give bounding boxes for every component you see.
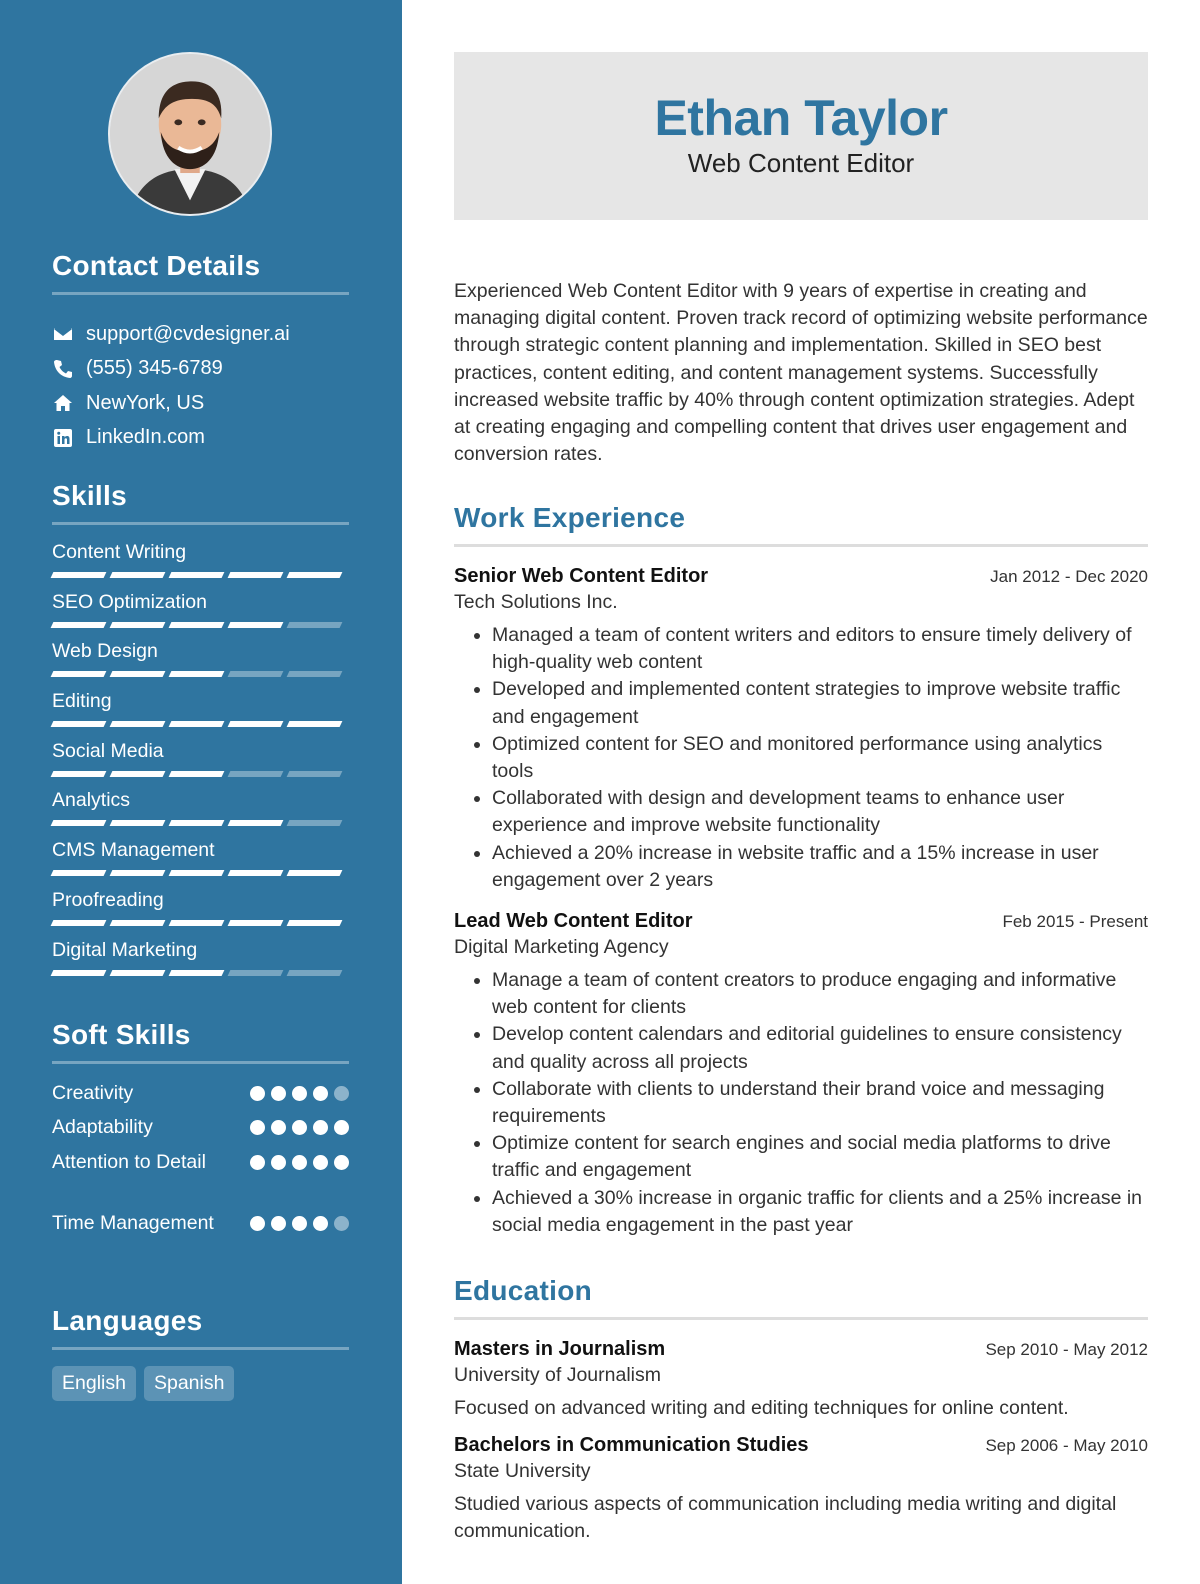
envelope-icon	[52, 324, 74, 344]
skill-level-segment	[287, 870, 343, 876]
skill-level-segment	[287, 820, 343, 826]
skill-level-segment	[51, 721, 107, 727]
education-entry	[454, 1338, 1148, 1422]
soft-skill-rating	[250, 1155, 349, 1170]
skill-level-segment	[169, 572, 225, 578]
person-name: Ethan Taylor	[654, 90, 948, 146]
job-bullet: • Managed a team of content writers and editors to ensure timely delivery of high-quality web content	[492, 622, 1148, 676]
skill-level-segment	[228, 820, 284, 826]
skill-level-segment	[169, 721, 225, 727]
skill-level-segment	[51, 920, 107, 926]
skill-level-segment	[110, 771, 166, 777]
rating-dot	[250, 1155, 265, 1170]
skill-level-segment	[287, 572, 343, 578]
degree-title: Masters in Journalism	[454, 1338, 666, 1360]
rating-dot	[292, 1120, 307, 1135]
job-bullet: • Achieved a 20% increase in website traffic and a 15% increase in user engagement over 2 years	[492, 840, 1148, 894]
job-entry	[454, 910, 1148, 1239]
sidebar	[0, 0, 402, 1584]
skill-level-segment	[169, 920, 225, 926]
education-heading: Education	[454, 1275, 1148, 1320]
contact-linkedin-text: LinkedIn.com	[86, 426, 205, 449]
skill-level-segment	[169, 970, 225, 976]
rating-dot	[313, 1120, 328, 1135]
rating-dot	[334, 1155, 349, 1170]
job-title: Web Content Editor	[687, 148, 915, 178]
contact-heading: Contact Details	[52, 250, 349, 295]
skill-level-segment	[169, 771, 225, 777]
skill-level-segment	[228, 970, 284, 976]
skill-level-segment	[110, 920, 166, 926]
soft-skills-heading: Soft Skills	[52, 1019, 349, 1064]
skill-level-segment	[110, 572, 166, 578]
skill-level-segment	[228, 870, 284, 876]
skill-level-segment	[228, 721, 284, 727]
skill-level-bar	[52, 820, 349, 826]
rating-dot	[271, 1155, 286, 1170]
contact-section	[52, 250, 349, 455]
skill-item	[52, 837, 349, 887]
phone-icon	[52, 359, 74, 379]
skill-level-segment	[51, 671, 107, 677]
home-icon	[52, 393, 74, 413]
rating-dot	[292, 1086, 307, 1101]
skill-name: Digital Marketing	[52, 938, 198, 961]
rating-dot	[292, 1155, 307, 1170]
soft-skill-rating	[250, 1086, 349, 1101]
skill-item	[52, 638, 349, 688]
rating-dot	[250, 1216, 265, 1231]
job-bullet: • Achieved a 30% increase in organic traffic for clients and a 25% increase in social media engagement in the past year	[492, 1185, 1148, 1239]
skill-level-segment	[110, 820, 166, 826]
skill-item	[52, 787, 349, 837]
skill-level-segment	[228, 920, 284, 926]
rating-dot	[313, 1216, 328, 1231]
rating-dot	[271, 1216, 286, 1231]
soft-skill-item	[52, 1114, 349, 1149]
skill-level-segment	[287, 721, 343, 727]
profile-summary: Experienced Web Content Editor with 9 years of expertise in creating and managing digital content. Proven track record of optimizing website performance through strategic content planning and implementation. Skilled in SEO best practices, content editing, and content management systems. Successfully increased website traffic by 40% through content optimization strategies. Adept at creating engaging and compelling content that drives user engagement and conversion rates.	[454, 280, 1148, 466]
skill-level-segment	[110, 970, 166, 976]
skill-level-bar	[52, 572, 349, 578]
job-dates: Feb 2015 - Present	[1002, 912, 1148, 932]
skill-name: Analytics	[52, 789, 131, 812]
skill-level-segment	[51, 970, 107, 976]
job-company: Tech Solutions Inc.	[454, 591, 618, 613]
education-entry	[454, 1434, 1148, 1545]
work-experience-heading: Work Experience	[454, 502, 1148, 547]
skill-name: Web Design	[52, 640, 158, 663]
skill-level-segment	[51, 572, 107, 578]
skill-level-segment	[110, 870, 166, 876]
skill-level-segment	[287, 622, 343, 628]
soft-skill-name: Attention to Detail	[52, 1151, 206, 1173]
rating-dot	[334, 1086, 349, 1101]
skill-item	[52, 937, 349, 987]
job-bullet: • Optimize content for search engines and social media platforms to drive traffic and engagement	[492, 1130, 1148, 1184]
contact-email[interactable]	[52, 317, 349, 352]
languages-heading: Languages	[52, 1305, 349, 1350]
name-header	[454, 52, 1148, 220]
job-bullets	[454, 967, 1148, 1239]
education-description: Studied various aspects of communication including media writing and digital communication.	[454, 1493, 1117, 1543]
rating-dot	[271, 1120, 286, 1135]
job-entry	[454, 565, 1148, 894]
skills-heading: Skills	[52, 480, 349, 525]
contact-email-text: support@cvdesigner.ai	[86, 322, 290, 345]
rating-dot	[250, 1120, 265, 1135]
skill-level-bar	[52, 920, 349, 926]
skill-level-segment	[287, 970, 343, 976]
contact-phone-text: (555) 345-6789	[86, 357, 223, 380]
soft-skill-item	[52, 1210, 349, 1270]
contact-list	[52, 317, 349, 455]
language-tag: English	[52, 1366, 136, 1401]
skills-section	[52, 480, 349, 986]
skill-level-segment	[110, 622, 166, 628]
skill-level-segment	[169, 870, 225, 876]
degree-title: Bachelors in Communication Studies	[454, 1434, 809, 1457]
skill-level-segment	[110, 721, 166, 727]
rating-dot	[250, 1086, 265, 1101]
skill-level-bar	[52, 970, 349, 976]
school-name: State University	[454, 1460, 591, 1483]
contact-location-text: NewYork, US	[86, 391, 205, 414]
skill-name: Social Media	[52, 739, 164, 762]
skill-level-segment	[169, 622, 225, 628]
soft-skill-item	[52, 1080, 349, 1114]
skill-level-segment	[287, 771, 343, 777]
rating-dot	[271, 1086, 286, 1101]
soft-skills-section	[52, 1019, 349, 1270]
skill-level-segment	[51, 771, 107, 777]
skill-level-bar	[52, 721, 349, 727]
language-tag: Spanish	[144, 1366, 234, 1401]
job-bullets	[454, 622, 1148, 894]
skill-level-segment	[51, 622, 107, 628]
skill-item	[52, 738, 349, 788]
soft-skill-name: Creativity	[52, 1082, 134, 1104]
languages-section	[52, 1305, 349, 1401]
job-bullet: • Optimized content for SEO and monitored performance using analytics tools	[492, 731, 1148, 785]
skill-item	[52, 589, 349, 639]
job-bullet: • Manage a team of content creators to produce engaging and informative web content for clients	[492, 967, 1148, 1021]
work-experience-section	[454, 502, 1148, 1239]
avatar-illustration	[110, 54, 270, 214]
skill-level-segment	[228, 622, 284, 628]
skill-name: CMS Management	[52, 839, 215, 862]
skill-level-bar	[52, 771, 349, 777]
rating-dot	[313, 1155, 328, 1170]
contact-linkedin[interactable]	[52, 421, 349, 456]
skill-level-segment	[169, 820, 225, 826]
skill-name: Proofreading	[52, 888, 164, 911]
profile-photo	[108, 52, 272, 216]
soft-skills-list	[52, 1080, 349, 1270]
skill-level-segment	[110, 671, 166, 677]
job-dates: Jan 2012 - Dec 2020	[990, 567, 1148, 586]
soft-skill-rating	[250, 1120, 349, 1135]
rating-dot	[334, 1120, 349, 1135]
rating-dot	[334, 1216, 349, 1231]
skill-level-segment	[228, 671, 284, 677]
job-company: Digital Marketing Agency	[454, 936, 669, 959]
linkedin-icon	[52, 428, 74, 448]
education-dates: Sep 2010 - May 2012	[985, 1340, 1148, 1359]
skill-level-segment	[287, 671, 343, 677]
languages-list	[52, 1366, 349, 1401]
skill-level-bar	[52, 870, 349, 876]
contact-location	[52, 386, 349, 421]
soft-skill-rating	[250, 1216, 349, 1231]
skill-level-segment	[51, 820, 107, 826]
job-position: Lead Web Content Editor	[454, 910, 693, 933]
soft-skill-item	[52, 1149, 349, 1210]
skill-item	[52, 887, 349, 937]
education-description: Focused on advanced writing and editing techniques for online content.	[454, 1397, 1069, 1419]
rating-dot	[313, 1086, 328, 1101]
education-section	[454, 1275, 1148, 1546]
skill-level-bar	[52, 671, 349, 677]
skill-level-segment	[51, 870, 107, 876]
job-position: Senior Web Content Editor	[454, 565, 709, 587]
skills-list	[52, 539, 349, 986]
skill-level-segment	[169, 671, 225, 677]
job-bullet: • Developed and implemented content strategies to improve website traffic and engagement	[492, 676, 1148, 730]
skill-name: Content Writing	[52, 541, 187, 563]
skill-level-bar	[52, 622, 349, 628]
skill-level-segment	[228, 771, 284, 777]
education-dates: Sep 2006 - May 2010	[985, 1436, 1148, 1456]
rating-dot	[292, 1216, 307, 1231]
skill-item	[52, 688, 349, 738]
skill-name: Editing	[52, 690, 112, 713]
contact-phone[interactable]	[52, 352, 349, 387]
skill-level-segment	[287, 920, 343, 926]
soft-skill-name: Time Management	[52, 1212, 214, 1234]
skill-item	[52, 539, 349, 589]
skill-name: SEO Optimization	[52, 590, 207, 613]
job-bullet: • Collaborate with clients to understand their brand voice and messaging requirements	[492, 1076, 1148, 1130]
school-name: University of Journalism	[454, 1364, 661, 1386]
skill-level-segment	[228, 572, 284, 578]
soft-skill-name: Adaptability	[52, 1116, 153, 1138]
job-bullet: • Develop content calendars and editorial guidelines to ensure consistency and quality across all projects	[492, 1021, 1148, 1075]
job-bullet: • Collaborated with design and development teams to enhance user experience and improve website functionality	[492, 785, 1148, 839]
